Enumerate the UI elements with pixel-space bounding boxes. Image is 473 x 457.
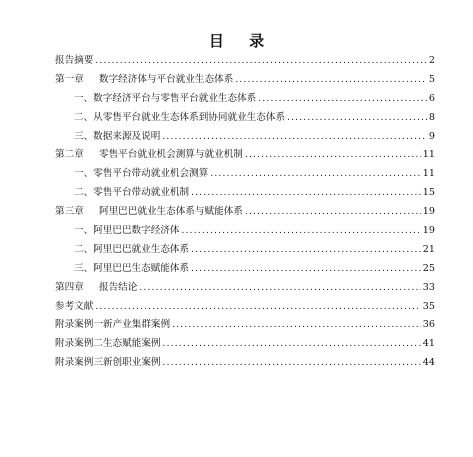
toc-entry-label [74,184,189,203]
toc-entry-page-number: 44 [422,357,435,369]
toc-entry-page-number: 33 [422,281,435,293]
toc-dot-leader [235,71,427,90]
toc-entry-chapter-number: 附录案例二 [55,338,103,350]
toc-entry-chapter-number: 第三章 [55,206,84,218]
toc-entry-chapter-number: 第一章 [55,73,84,85]
toc-dot-leader [182,222,421,241]
toc-entry-label [74,128,160,147]
toc-dot-leader [162,128,427,147]
toc-entry-chapter-number: 第四章 [55,281,84,293]
toc-entry-page-number: 15 [422,187,435,199]
toc-entry-label [55,146,243,165]
toc-entry-page-number: 41 [422,338,435,350]
toc-dot-leader [95,298,420,317]
toc-entry-label [55,298,93,317]
toc-entry[interactable] [55,279,435,298]
toc-entry-page-number: 11 [422,149,435,161]
toc-entry-label [74,260,189,279]
toc-entry-page-number: 2 [428,55,435,66]
toc-entry-title: 报告摘要 [55,55,94,66]
toc-entry-title: 新创职业案例 [102,357,161,369]
toc-entry-label [74,109,285,128]
toc-entry-label [74,165,208,184]
toc-entry-label [74,90,256,109]
toc-dot-leader [163,335,421,354]
toc-list [55,52,435,373]
toc-dot-leader [287,109,427,128]
toc-entry-label [55,52,93,71]
toc-title: 目 录 [208,32,275,50]
toc-entry-page-number: 11 [422,168,435,180]
toc-entry-label [74,241,189,260]
toc-entry-page-number: 25 [422,262,435,274]
toc-entry-label [55,71,233,90]
toc-entry-title: 数字经济体与平台就业生态体系 [99,73,234,85]
toc-entry-label [55,316,170,335]
toc-entry[interactable] [55,335,435,354]
toc-entry-label [55,203,243,222]
toc-entry-title: 阿里巴巴就业生态体系与赋能体系 [99,206,243,218]
toc-entry[interactable] [55,298,435,317]
toc-entry-title: 三、阿里巴巴生态赋能体系 [74,262,190,274]
toc-entry-label [55,279,137,298]
toc-entry[interactable] [55,165,435,184]
toc-entry-title: 一、零售平台带动就业机会测算 [74,168,209,180]
toc-entry[interactable] [55,90,435,109]
toc-entry-page-number: 6 [428,92,435,104]
toc-entry-page-number: 21 [422,243,435,255]
toc-dot-leader [191,241,421,260]
toc-entry-page-number: 19 [422,225,435,237]
toc-entry-page-number: 36 [422,319,435,331]
toc-dot-leader [191,260,421,279]
toc-entry[interactable] [55,71,435,90]
toc-entry-page-number: 35 [422,300,435,312]
toc-entry-title: 报告结论 [99,281,138,293]
toc-entry[interactable] [55,222,435,241]
toc-entry-title: 参考文献 [55,300,94,312]
toc-dot-leader [95,52,427,71]
toc-entry-title: 零售平台就业机会测算与就业机制 [99,149,243,161]
toc-entry-label [55,335,161,354]
toc-entry-title: 一、阿里巴巴数字经济体 [74,225,180,237]
toc-entry[interactable] [55,184,435,203]
toc-entry-page-number: 8 [428,111,435,123]
toc-dot-leader [172,316,421,335]
toc-entry-title: 新产业集群案例 [102,319,171,331]
toc-entry-label [55,354,161,373]
toc-entry[interactable] [55,52,435,71]
toc-dot-leader [163,354,421,373]
toc-entry[interactable] [55,316,435,335]
toc-entry[interactable] [55,109,435,128]
toc-entry-chapter-number: 附录案例三 [55,357,103,369]
toc-entry-page-number: 5 [428,73,435,85]
toc-dot-leader [139,279,420,298]
toc-entry[interactable] [55,354,435,373]
toc-dot-leader [210,165,420,184]
toc-entry-chapter-number: 第二章 [55,149,84,161]
toc-entry-label [74,222,180,241]
toc-entry-title: 二、零售平台带动就业机制 [74,187,190,199]
toc-entry[interactable] [55,241,435,260]
toc-entry[interactable] [55,128,435,147]
toc-entry-title: 二、阿里巴巴就业生态体系 [74,243,190,255]
toc-entry-chapter-number: 附录案例一 [55,319,103,331]
toc-dot-leader [258,90,427,109]
toc-entry-title: 三、数据来源及说明 [74,130,161,142]
toc-entry-title: 一、数字经济平台与零售平台就业生态体系 [74,92,257,104]
toc-dot-leader [191,184,421,203]
toc-dot-leader [245,203,421,222]
toc-entry-title: 二、从零售平台就业生态体系到协同就业生态体系 [74,111,286,123]
toc-entry[interactable] [55,146,435,165]
toc-entry-page-number: 9 [428,130,435,142]
toc-entry-page-number: 19 [422,206,435,218]
toc-entry-title: 生态赋能案例 [102,338,161,350]
toc-entry[interactable] [55,260,435,279]
toc-entry[interactable] [55,203,435,222]
toc-dot-leader [245,146,421,165]
